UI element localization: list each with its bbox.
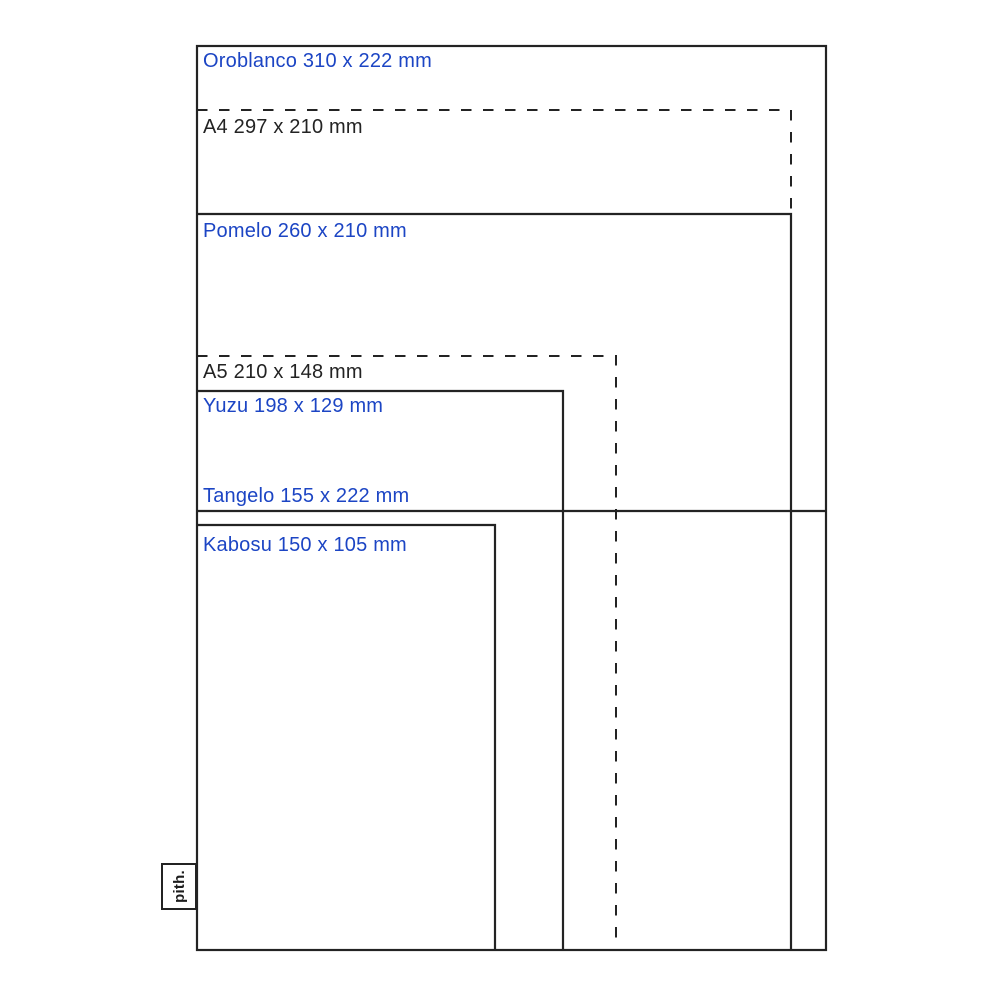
kabosu-outline <box>197 525 495 950</box>
label-a5: A5 210 x 148 mm <box>203 361 363 383</box>
label-yuzu: Yuzu 198 x 129 mm <box>203 395 384 417</box>
label-a4: A4 297 x 210 mm <box>203 116 363 138</box>
a5-outline-dashed <box>197 356 616 950</box>
label-pomelo: Pomelo 260 x 210 mm <box>203 220 407 242</box>
yuzu-outline <box>197 391 563 950</box>
label-tangelo: Tangelo 155 x 222 mm <box>203 485 410 507</box>
pith-logo <box>161 863 197 910</box>
label-oroblanco: Oroblanco 310 x 222 mm <box>203 50 432 72</box>
label-kabosu: Kabosu 150 x 105 mm <box>203 534 407 556</box>
pith-logo-text: pith. <box>170 870 188 903</box>
